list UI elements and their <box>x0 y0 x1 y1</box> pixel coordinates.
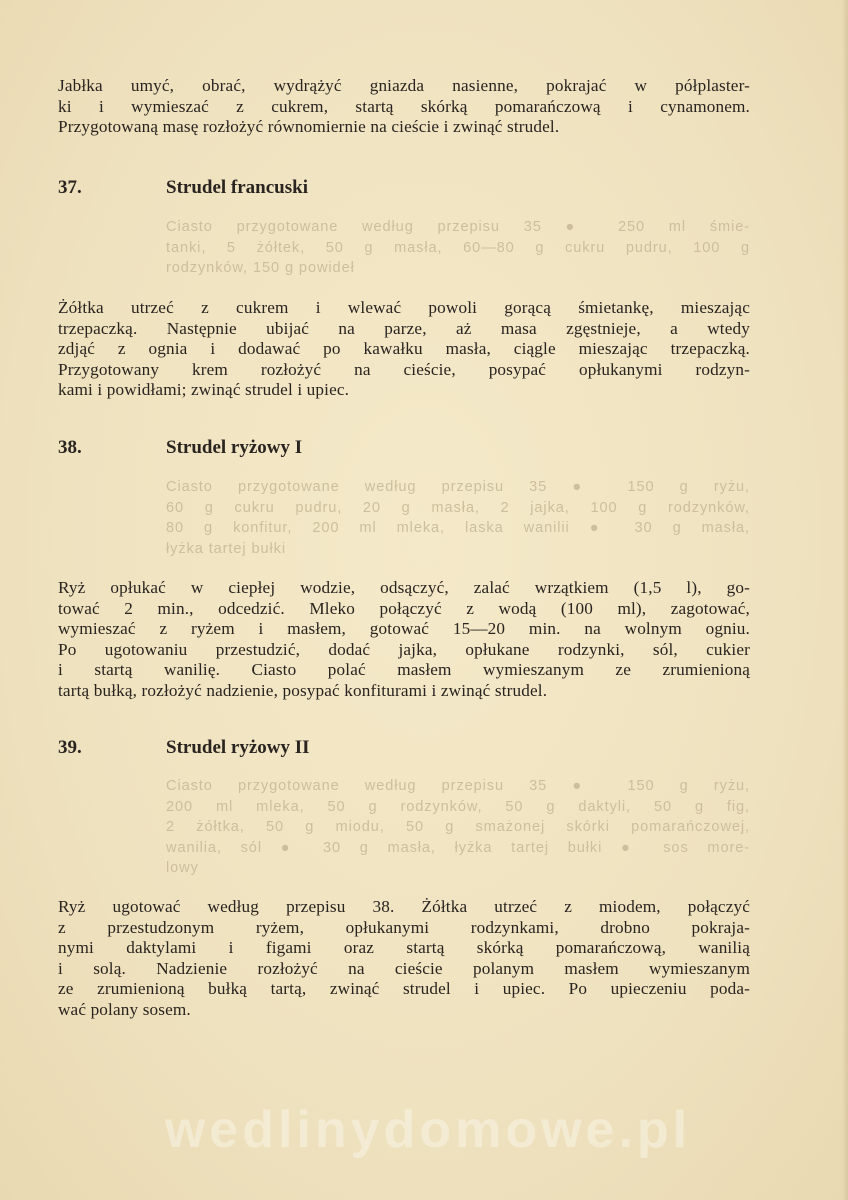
recipe-title: Strudel ryżowy I <box>166 437 303 458</box>
ingredients-line: 200 ml mleka, 50 g rodzynków, 50 g daktyli, 50 g fig, <box>166 798 750 815</box>
method-paragraph <box>58 578 750 701</box>
recipe-title: Strudel francuski <box>166 177 308 198</box>
ingredients-line: lowy <box>166 860 199 876</box>
method-paragraph <box>58 298 750 401</box>
recipe-title: Strudel ryżowy II <box>166 737 310 758</box>
text-line: i startą wanilię. Ciasto polać masłem wymieszanym ze zrumienioną <box>58 660 750 679</box>
text-line: Przygotowaną masę rozłożyć równomiernie na cieście i zwinąć strudel. <box>58 117 560 136</box>
recipe-number: 38. <box>58 437 82 458</box>
text-line: ze zrumienioną bułką tartą, zwinąć strudel i upiec. Po upieczeniu poda- <box>58 979 750 998</box>
text-line: trzepaczką. Następnie ubijać na parze, aż masa zgęstnieje, a wtedy <box>58 318 750 338</box>
ingredients-line: tanki, 5 żółtek, 50 g masła, 60—80 g cukru pudru, 100 g <box>166 239 750 256</box>
text-line: zdjąć z ognia i dodawać po kawałku masła, ciągle mieszając trzepaczką. <box>58 339 750 358</box>
text-line: tartą bułką, rozłożyć nadzienie, posypać konfiturami i zwinąć strudel. <box>58 680 548 700</box>
text-line: nymi daktylami i figami oraz startą skórką pomarańczową, wanilią <box>58 938 750 957</box>
text-line: Jabłka umyć, obrać, wydrążyć gniazda nasienne, pokrajać w półplaster- <box>58 76 750 95</box>
text-line: Przygotowany krem rozłożyć na cieście, posypać opłukanymi rodzyn- <box>58 359 750 379</box>
recipe-number: 37. <box>58 177 82 198</box>
text-line: wymieszać z ryżem i masłem, gotować 15—20 min. na wolnym ogniu. <box>58 619 750 638</box>
text-line: Po ugotowaniu przestudzić, dodać jajka, opłukane rodzynki, sól, cukier <box>58 639 750 659</box>
ingredients-line: Ciasto przygotowane według przepisu 35 ● 150 g ryżu, <box>166 479 750 495</box>
recipe-heading <box>58 177 750 201</box>
text-line: Żółtka utrzeć z cukrem i wlewać powoli gorącą śmietankę, mieszając <box>58 298 750 317</box>
ingredients-line: łyżka tartej bułki <box>166 540 287 557</box>
ingredients-line: Ciasto przygotowane według przepisu 35 ● 150 g ryżu, <box>166 778 750 794</box>
ingredients-line: wanilia, sól ● 30 g masła, łyżka tartej bułki ● sos more- <box>166 839 750 856</box>
recipe-heading <box>58 437 750 461</box>
recipe-heading <box>58 737 750 761</box>
recipe-number: 39. <box>58 737 82 758</box>
text-line: wać polany sosem. <box>58 999 191 1019</box>
text-line: ki i wymieszać z cukrem, startą skórką pomarańczową i cynamonem. <box>58 96 750 116</box>
ingredients-line: 80 g konfitur, 200 ml mleka, laska wanilii ● 30 g masła, <box>166 520 750 536</box>
method-paragraph <box>58 897 750 1020</box>
ingredients-line: 2 żółtka, 50 g miodu, 50 g smażonej skórki pomarańczowej, <box>166 819 750 835</box>
ingredients-line: Ciasto przygotowane według przepisu 35 ● 250 ml śmie- <box>166 219 750 235</box>
ingredients-line: 60 g cukru pudru, 20 g masła, 2 jajka, 100 g rodzynków, <box>166 499 750 516</box>
ingredients-list <box>166 776 750 879</box>
text-line: Ryż ugotować według przepisu 38. Żółtka utrzeć z miodem, połączyć <box>58 897 750 916</box>
ingredients-list <box>166 477 750 559</box>
text-line: i solą. Nadzienie rozłożyć na cieście polanym masłem wymieszanym <box>58 958 750 978</box>
text-line: Ryż opłukać w ciepłej wodzie, odsączyć, zalać wrzątkiem (1,5 l), go- <box>58 578 750 597</box>
text-line: z przestudzonym ryżem, opłukanymi rodzynkami, drobno pokraja- <box>58 917 750 937</box>
page-edge <box>842 0 848 1200</box>
text-line: tować 2 min., odcedzić. Mleko połączyć z wodą (100 ml), zagotować, <box>58 598 750 618</box>
ingredients-list <box>166 217 750 279</box>
ingredients-line: rodzynków, 150 g powideł <box>166 260 355 276</box>
text-line: kami i powidłami; zwinąć strudel i upiec. <box>58 380 350 399</box>
intro-paragraph <box>58 76 750 138</box>
watermark: wedlinydomowe.pl <box>164 1101 692 1159</box>
